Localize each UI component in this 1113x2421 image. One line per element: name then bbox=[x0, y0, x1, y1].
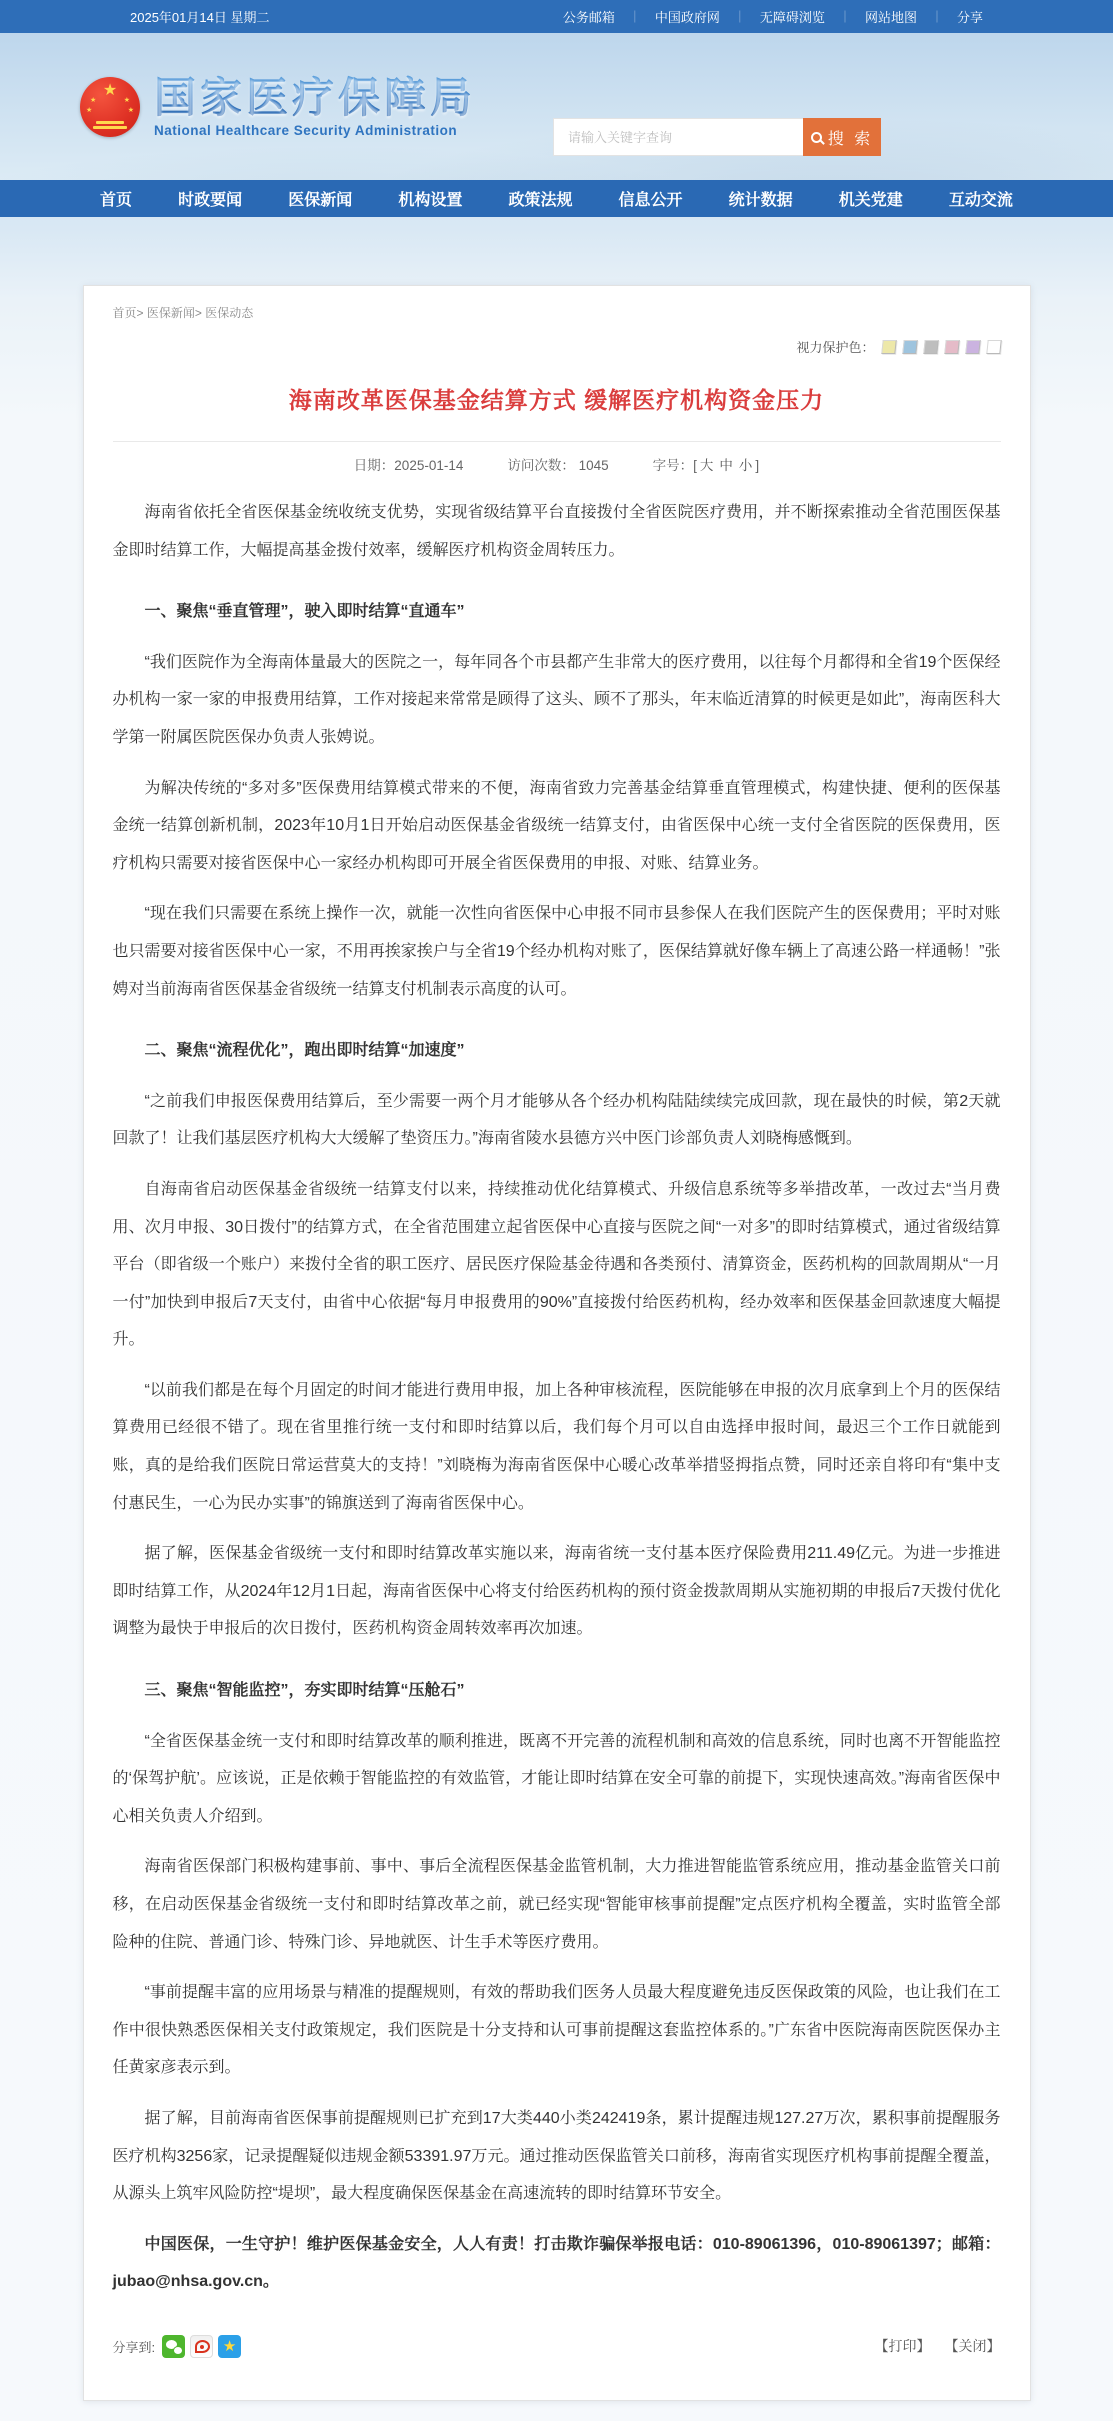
article-meta bbox=[113, 441, 1001, 480]
nav-item-3[interactable]: 医保新闻 bbox=[288, 192, 353, 209]
article-paragraph-1: 海南省依托全省医保基金统收统支优势，实现省级结算平台直接拨付全省医院医疗费用，并不断探索推动全省范围医保基金即时结算工作，大幅提高基金拨付效率，缓解医疗机构资金周转压力。 bbox=[112, 504, 1001, 559]
eye-protect-swatch-1[interactable] bbox=[881, 340, 896, 354]
eye-protect-swatches bbox=[882, 340, 1001, 354]
topbar-link-separator: ｜ bbox=[628, 10, 641, 24]
article-paragraph-16: 中国医保，一生守护！维护医保基金安全，人人有责！打击欺诈骗保举报电话：010-89061396，010-89061397；邮箱：jubao@nhsa.gov.cn。 bbox=[112, 2235, 1001, 2291]
breadcrumb-separator: > bbox=[136, 306, 147, 320]
article-paragraph-12: “全省医保基金统一支付和即时结算改革的顺利推进，既离不开完善的流程机制和高效的信息系统，同时也离不开智能监控的‘保驾护航’。应该说，正是依赖于智能监控的有效监管，才能让即时结算在安全可靠的前提下，实现快速高效。”海南省医保中心相关负责人介绍到。 bbox=[112, 1732, 1001, 1825]
breadcrumb-item-1[interactable]: 首页 bbox=[112, 306, 137, 320]
nav-item-7[interactable]: 统计数据 bbox=[728, 192, 793, 209]
article-section-heading: 二、聚焦“流程优化”，跑出即时结算“加速度” bbox=[144, 1042, 465, 1060]
share-icons bbox=[162, 2335, 241, 2358]
eye-protect-row bbox=[113, 337, 1001, 356]
footer-actions bbox=[875, 2336, 1001, 2356]
emblem-star-icon: ★ bbox=[90, 96, 97, 104]
brand-text bbox=[154, 75, 476, 138]
nav-item-5[interactable]: 政策法规 bbox=[508, 192, 573, 209]
nav-item-8[interactable]: 机关党建 bbox=[838, 192, 903, 209]
site-title: 国家医疗保障局 bbox=[154, 73, 477, 121]
search-bar bbox=[553, 118, 881, 156]
current-date: 2025年01月14日 星期二 bbox=[130, 10, 270, 25]
card-footer bbox=[113, 2335, 1001, 2358]
search-input[interactable] bbox=[553, 118, 803, 156]
article-section-heading: 一、聚焦“垂直管理”，驶入即时结算“直通车” bbox=[144, 603, 465, 621]
article-visits: 访问次数： 1045 bbox=[507, 458, 609, 473]
emblem-star-icon: ★ bbox=[127, 106, 134, 114]
article-section-heading: 三、聚焦“智能监控”，夯实即时结算“压舱石” bbox=[144, 1682, 465, 1700]
nav-item-9[interactable]: 互动交流 bbox=[948, 192, 1013, 209]
breadcrumb-item-3: 医保动态 bbox=[205, 306, 254, 320]
share-label: 分享到: bbox=[112, 2339, 156, 2355]
article-paragraph-7: “之前我们申报医保费用结算后，至少需要一两个月才能够从各个经办机构陆陆续续完成回款，现在最快的时候，第2天就回款了！让我们基层医疗机构大大缓解了垫资压力。”海南省陵水县德方兴中医门诊部负责人刘晓梅感慨到。 bbox=[112, 1092, 1001, 1148]
nav-item-2[interactable]: 时政要闻 bbox=[178, 192, 243, 209]
article-paragraph-9: “以前我们都是在每个月固定的时间才能进行费用申报，加上各种审核流程，医院能够在申报的次月底拿到上个月的医保结算费用已经很不错了。现在省里推行统一支付和即时结算以后，我们每个月可以自由选择申报时间，最迟三个工作日就能到账，真的是给我们医院日常运营莫大的支持！”刘晓梅为海南省医保中心暖心改革举措竖拇指点赞，同时还亲自将印有“集中支付惠民生，一心为民办实事”的锦旗送到了海南省医保中心。 bbox=[112, 1381, 1001, 1512]
article-paragraph-5: “现在我们只需要在系统上操作一次，就能一次性向省医保中心申报不同市县参保人在我们医院产生的医保费用；平时对账也只需要对接省医保中心一家，不用再挨家挨户与全省19个经办机构对账了，医保结算就好像车辆上了高速公路一样通畅！”张娉对当前海南省医保基金省级统一结算支付机制表示高度的认可。 bbox=[112, 905, 1001, 998]
emblem-gate-shape bbox=[96, 121, 124, 124]
nav-item-1[interactable]: 首页 bbox=[100, 192, 133, 209]
emblem-star-icon: ★ bbox=[123, 96, 130, 104]
emblem-star-icon: ★ bbox=[102, 81, 118, 99]
site-subtitle: National Healthcare Security Administration bbox=[154, 123, 458, 139]
search-button[interactable] bbox=[803, 118, 881, 156]
wechat-icon[interactable] bbox=[162, 2335, 185, 2358]
eye-protect-label: 视力保护色： bbox=[796, 340, 875, 355]
search-button-label: 搜 索 bbox=[827, 130, 874, 148]
topbar-link-1[interactable]: 公务邮箱 bbox=[562, 10, 615, 25]
nav-item-6[interactable]: 信息公开 bbox=[618, 192, 683, 209]
emblem-star-icon: ★ bbox=[86, 106, 93, 114]
article-paragraph-14: “事前提醒丰富的应用场景与精准的提醒规则，有效的帮助我们医务人员最大程度避免违反医保政策的风险，也让我们在工作中很快熟悉医保相关支付政策规定，我们医院是十分支持和认可事前提醒这套监控体系的。”广东省中医院海南医院医保办主任黄家彦表示到。 bbox=[112, 1984, 1001, 2077]
national-emblem-logo bbox=[80, 77, 140, 137]
search-icon bbox=[811, 132, 822, 143]
breadcrumb-separator: > bbox=[194, 306, 206, 320]
weibo-icon[interactable] bbox=[190, 2335, 213, 2358]
eye-protect-swatch-5[interactable] bbox=[965, 340, 980, 354]
site-header bbox=[0, 33, 1113, 180]
topbar-link-3[interactable]: 无障碍浏览 bbox=[759, 10, 825, 25]
main-nav bbox=[0, 180, 1113, 217]
font-size-1[interactable]: 大 bbox=[699, 458, 714, 473]
topbar-link-5[interactable]: 分享 bbox=[956, 10, 983, 25]
close-button[interactable]: 【关闭】 bbox=[944, 2338, 1001, 2355]
top-utility-bar bbox=[0, 0, 1113, 33]
content-card bbox=[83, 285, 1031, 2401]
article-date: 日期：2025-01-14 bbox=[353, 458, 464, 473]
qzone-icon[interactable]: ★ bbox=[218, 2335, 241, 2358]
eye-protect-swatch-6[interactable] bbox=[986, 340, 1001, 354]
topbar-link-4[interactable]: 网站地图 bbox=[864, 10, 917, 25]
article-title: 海南改革医保基金结算方式 缓解医疗机构资金压力 bbox=[288, 387, 825, 413]
eye-protect-swatch-2[interactable] bbox=[902, 340, 917, 354]
topbar-link-separator: ｜ bbox=[733, 10, 746, 24]
font-size-label-end: ] bbox=[755, 458, 760, 473]
article-paragraph-8: 自海南省启动医保基金省级统一结算支付以来，持续推动优化结算模式、升级信息系统等多举措改革，一改过去“当月费用、次月申报、30日拨付”的结算方式，在全省范围建立起省医保中心直接与医院之间“一对多”的即时结算模式，通过省级结算平台（即省级一个账户）来拨付全省的职工医疗、居民医疗保险基金待遇和各类预付、清算资金，医药机构的回款周期从“一月一付”加快到申报后7天支付，由省中心依据“每月申报费用的90%”直接拨付给医药机构，经办效率和医保基金回款速度大幅提升。 bbox=[112, 1180, 1001, 1349]
article-paragraph-4: 为解决传统的“多对多”医保费用结算模式带来的不便，海南省致力完善基金结算垂直管理模式，构建快捷、便利的医保基金统一结算创新机制，2023年10月1日开始启动医保基金省级统一结算支付，由省医保中心统一支付全省医院的医保费用，医疗机构只需要对接省医保中心一家经办机构即可开展全省医保费用的申报、对账、结算业务。 bbox=[112, 779, 1001, 872]
font-size-label: 字号：[ bbox=[652, 458, 697, 473]
topbar-link-2[interactable]: 中国政府网 bbox=[654, 10, 720, 25]
font-size-control bbox=[653, 454, 760, 474]
share-row bbox=[113, 2335, 242, 2358]
font-size-3[interactable]: 小 bbox=[738, 458, 753, 473]
article-paragraph-10: 据了解，医保基金省级统一支付和即时结算改革实施以来，海南省统一支付基本医疗保险费用211.49亿元。为进一步推进即时结算工作，从2024年12月1日起，海南省医保中心将支付给医药机构的预付资金拨款周期从实施初期的申报后7天拨付优化调整为最快于申报后的次日拨付，医药机构资金周转效率再次加速。 bbox=[112, 1545, 1001, 1638]
print-button[interactable]: 【打印】 bbox=[874, 2338, 931, 2355]
article-paragraph-15: 据了解，目前海南省医保事前提醒规则已扩充到17大类440小类242419条，累计提醒违规127.27万次，累积事前提醒服务医疗机构3256家，记录提醒疑似违规金额53391.97万元。通过推动医保监管关口前移，海南省实现医疗机构事前提醒全覆盖，从源头上筑牢风险防控“堤坝”，最大程度确保医保基金在高速流转的即时结算环节安全。 bbox=[112, 2109, 1001, 2203]
nav-item-4[interactable]: 机构设置 bbox=[398, 192, 463, 209]
eye-protect-swatch-3[interactable] bbox=[923, 340, 938, 354]
emblem-gate-shape bbox=[93, 126, 127, 129]
eye-protect-swatch-4[interactable] bbox=[944, 340, 959, 354]
breadcrumb-item-2[interactable]: 医保新闻 bbox=[146, 306, 195, 320]
topbar-links bbox=[563, 7, 983, 26]
site-brand[interactable] bbox=[80, 75, 476, 138]
article-paragraph-13: 海南省医保部门积极构建事前、事中、事后全流程医保基金监管机制，大力推进智能监管系统应用，推动基金监管关口前移，在启动医保基金省级统一支付和即时结算改革之前，就已经实现“智能审核事前提醒”定点医疗机构全覆盖，实时监管全部险种的住院、普通门诊、特殊门诊、异地就医、计生手术等医疗费用。 bbox=[112, 1858, 1001, 1951]
article-paragraph-3: “我们医院作为全海南体量最大的医院之一，每年同各个市县都产生非常大的医疗费用，以往每个月都得和全省19个医保经办机构一家一家的申报费用结算，工作对接起来常常是顾得了这头、顾不了那头，年末临近清算的时候更是如此”，海南医科大学第一附属医院医保办负责人张娉说。 bbox=[112, 653, 1001, 746]
topbar-link-separator: ｜ bbox=[930, 10, 943, 24]
font-size-2[interactable]: 中 bbox=[719, 458, 733, 473]
topbar-link-separator: ｜ bbox=[838, 10, 851, 24]
breadcrumb bbox=[113, 302, 1001, 321]
article-body bbox=[113, 494, 1001, 2301]
